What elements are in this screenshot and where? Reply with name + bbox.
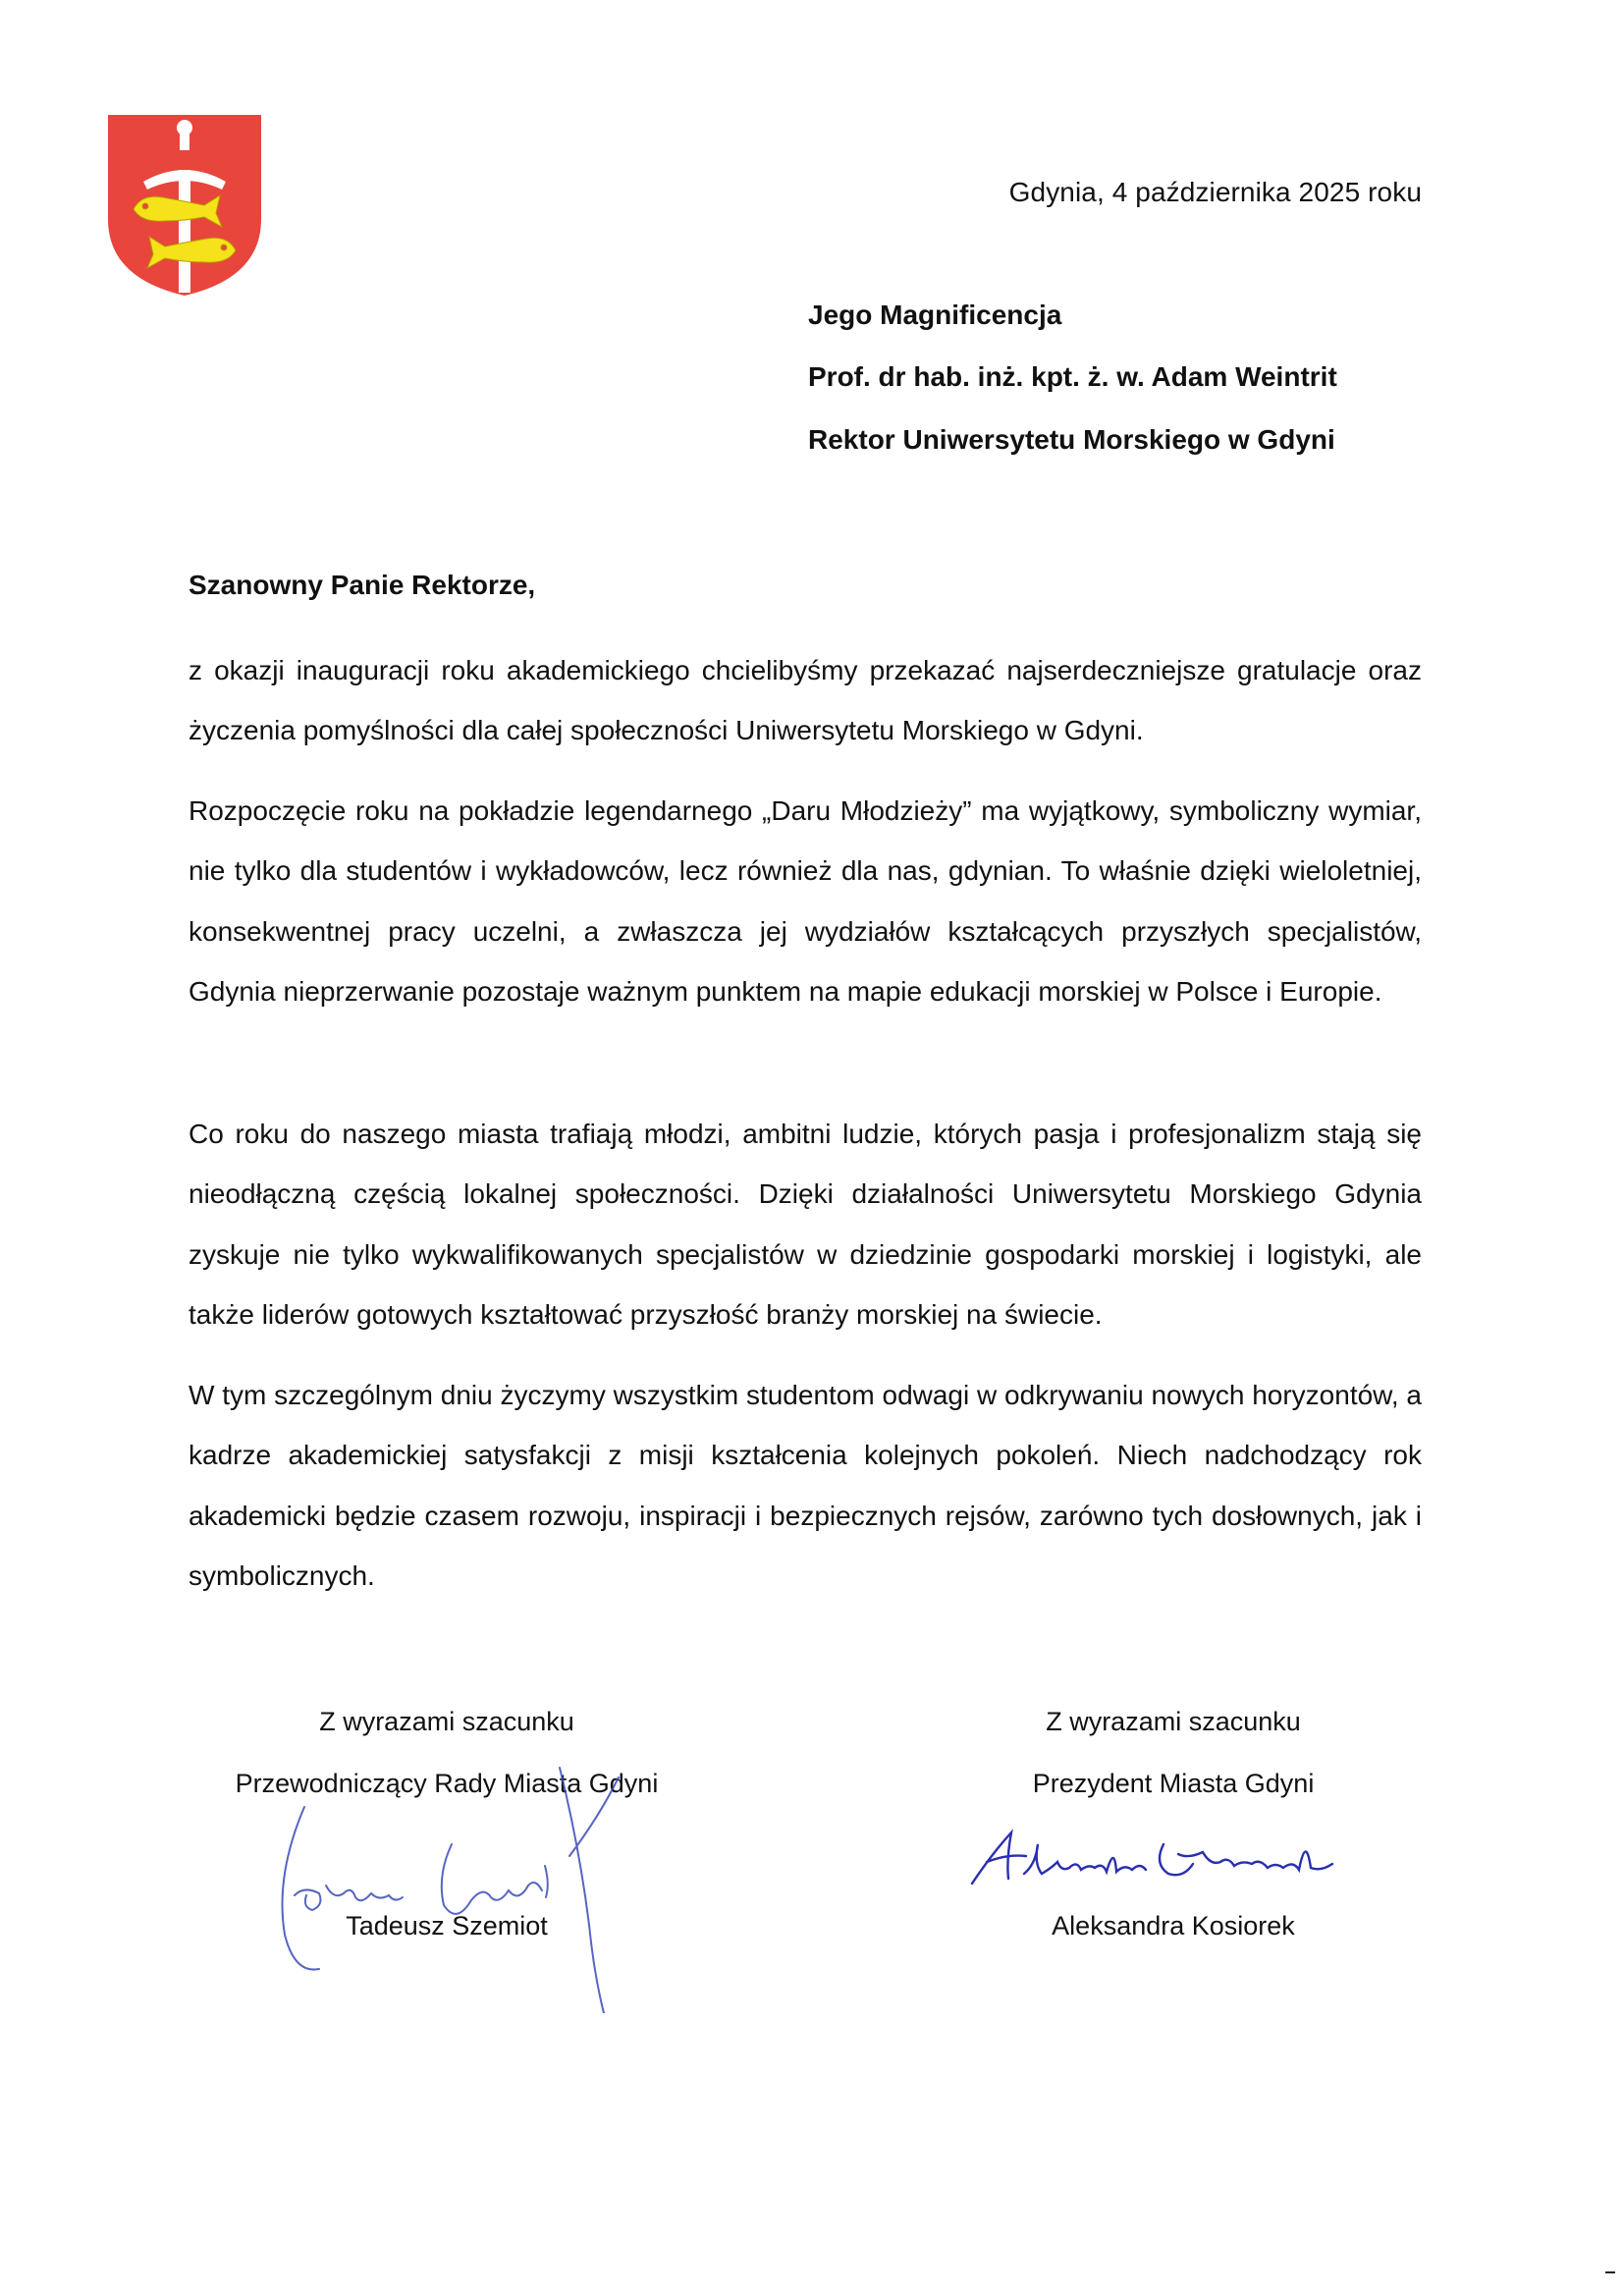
- closing-right: Z wyrazami szacunku: [1046, 1707, 1301, 1736]
- paragraph-3: Co roku do naszego miasta trafiają młodzi, ambitni ludzie, których pasja i profesjonalizm stają się nieodłączną częścią lokalnej społeczności. Dzięki działalności Uniwersytetu Morskiego Gdynia zyskuje nie tylko wykwalifikowanych specjalistów w dziedzinie gospodarki morskiej i logistyki, ale także liderów gotowych kształtować przyszłość branży morskiej na świecie.: [189, 1119, 1422, 1330]
- salutation: Szanowny Panie Rektorze,: [189, 570, 536, 600]
- paragraph-4: W tym szczególnym dniu życzymy wszystkim studentom odwagi w odkrywaniu nowych horyzontów, a kadrze akademickiej satysfakcji z misji kształcenia kolejnych pokoleń. Niech nadchodzący rok akademicki będzie czasem rozwoju, inspiracji i bezpiecznych rejsów, zarówno tych dosłownych, jak i symbolicznych.: [189, 1380, 1422, 1591]
- signer-title-right: Prezydent Miasta Gdyni: [1032, 1769, 1315, 1798]
- paragraph-2: Rozpoczęcie roku na pokładzie legendarnego „Daru Młodzieży” ma wyjątkowy, symboliczny wymiar, nie tylko dla studentów i wykładowców, lecz również dla nas, gdynian. To właśnie dzięki wieloletniej, konsekwentnej pracy uczelni, a zwłaszcza jej wydziałów kształcących przyszłych specjalistów, Gdynia nieprzerwanie pozostaje ważnym punktem na mapie edukacji morskiej w Polsce i Europie.: [189, 795, 1422, 1007]
- scan-mark: [1605, 2271, 1615, 2273]
- handwritten-signature-president-icon: [967, 1825, 1380, 1893]
- addressee-name: Prof. dr hab. inż. kpt. ż. w. Adam Weintrit: [808, 361, 1337, 392]
- addressee-honorific: Jego Magnificencja: [808, 300, 1062, 330]
- gdynia-crest-icon: [106, 111, 263, 298]
- signer-name-right: Aleksandra Kosiorek: [1052, 1911, 1295, 1941]
- paragraph-1: z okazji inauguracji roku akademickiego chcielibyśmy przekazać najserdeczniejsze gratulacje oraz życzenia pomyślności dla całej społeczności Uniwersytetu Morskiego w Gdyni.: [189, 655, 1422, 746]
- closing-left: Z wyrazami szacunku: [319, 1707, 574, 1736]
- addressee-position: Rektor Uniwersytetu Morskiego w Gdyni: [808, 424, 1335, 455]
- handwritten-signature-chairman-icon: [265, 1728, 638, 2013]
- letter-date: Gdynia, 4 października 2025 roku: [1008, 177, 1422, 207]
- signer-title-left: Przewodniczący Rady Miasta Gdyni: [235, 1769, 659, 1798]
- signer-name-left: Tadeusz Szemiot: [346, 1911, 548, 1941]
